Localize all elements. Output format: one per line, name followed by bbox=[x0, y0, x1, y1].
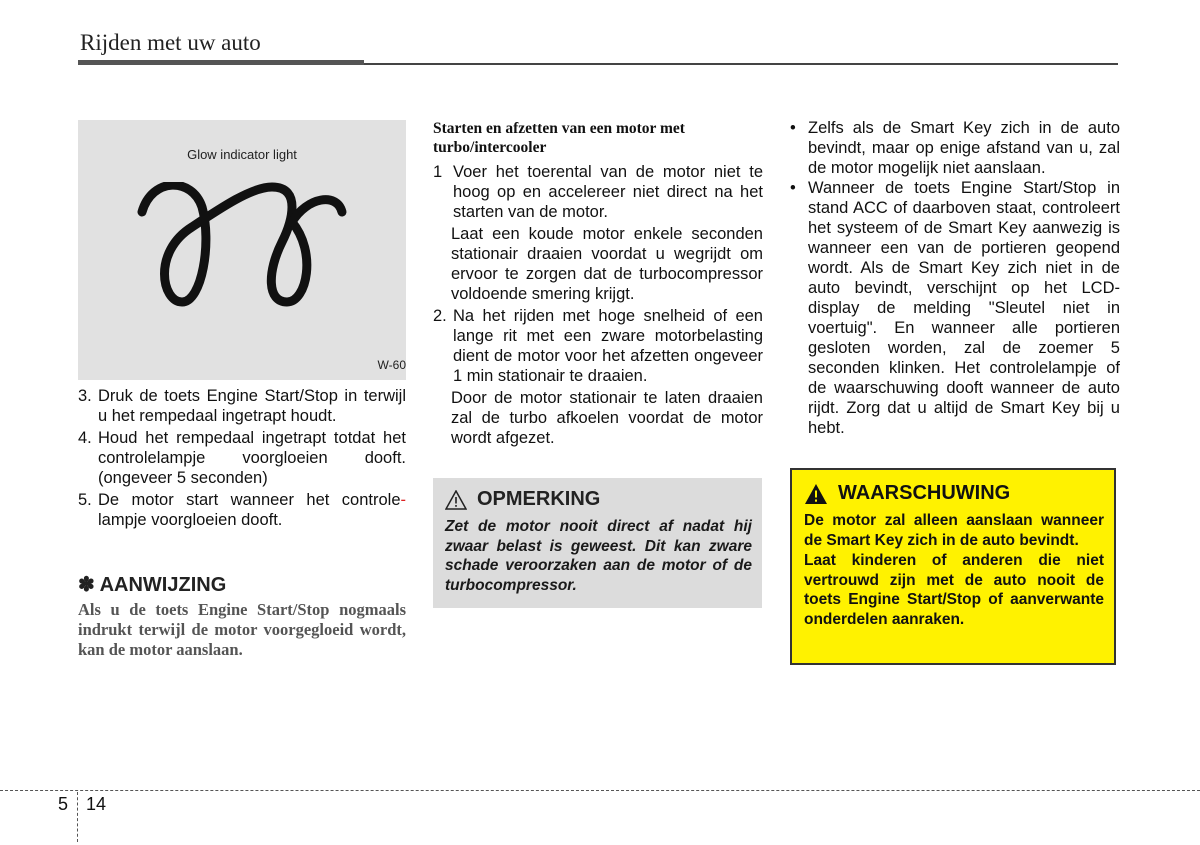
step-text: De motor start wanneer het controle bbox=[98, 491, 401, 509]
page-number: 14 bbox=[86, 794, 107, 814]
step-number: 4. bbox=[78, 429, 92, 447]
warning-body bbox=[804, 511, 1104, 629]
figure-caption: Glow indicator light bbox=[187, 147, 297, 162]
step-text: Voer het toerental van de motor niet te hoog op en accelereer niet direct na het starten van de motor. bbox=[453, 163, 763, 221]
figure-code: W-60 bbox=[377, 358, 406, 372]
footer-divider bbox=[0, 790, 1200, 791]
step-text: Druk de toets Engine Start/Stop in terwijl u het rempedaal ingetrapt houdt. bbox=[98, 387, 406, 425]
start-steps-list bbox=[78, 386, 406, 532]
warning-box bbox=[790, 468, 1116, 665]
bullet-text: Wanneer de toets Engine Start/Stop in stand ACC of daarboven staat, controleert het systeem of de Smart Key aanwezig is wanneer een van de portieren geopend wordt. Als de Smart Key zich niet in de auto bevindt, verschijnt op het LCD-display de melding "Sleutel niet in voertuig". En wanneer alle portieren gesloten worden, zal de zoemer 5 seconden klinken. Het controlelampje of de waarschuwing dooft wanneer de auto rijdt. Zorg dat u altijd de Smart Key bij u hebt. bbox=[808, 179, 1120, 437]
caution-heading bbox=[445, 488, 752, 511]
caution-box bbox=[433, 478, 762, 608]
note-star-icon: ✽ bbox=[78, 574, 95, 596]
step-subparagraph: Laat een koude motor enkele seconden stationair draaien voordat u wegrijdt om ervoor te zorgen dat de turbocompressor voldoende smering krijgt. bbox=[451, 225, 763, 303]
list-item bbox=[78, 490, 406, 530]
page-header-title: Rijden met uw auto bbox=[80, 30, 261, 55]
note-body: Als u de toets Engine Start/Stop nogmaals indrukt terwijl de motor voorgegloeid wordt, kan de motor aanslaan. bbox=[78, 600, 406, 659]
list-item bbox=[790, 178, 1120, 438]
turbo-steps-list bbox=[433, 162, 763, 450]
warning-triangle-icon bbox=[804, 483, 828, 505]
step-number: 2. bbox=[433, 307, 447, 325]
list-item bbox=[78, 428, 406, 488]
glow-plug-coil-icon bbox=[132, 182, 352, 352]
footer-vertical-divider bbox=[77, 792, 78, 842]
caution-title: OPMERKING bbox=[477, 488, 601, 510]
chapter-number: 5 bbox=[58, 794, 69, 814]
step-number: 1 bbox=[433, 163, 443, 181]
warning-paragraph: De motor zal alleen aanslaan wanneer de Smart Key zich in de auto bevindt. bbox=[804, 512, 1104, 549]
warning-paragraph: Laat kinderen of anderen die niet vertrouwd zijn met de auto nooit de toets Engine Start/Stop of aanverwante onderdelen aanraken. bbox=[804, 552, 1104, 628]
turbo-section-heading: Starten en afzetten van een motor met turbo/intercooler bbox=[433, 120, 685, 156]
bullet-dot-icon: • bbox=[790, 119, 796, 137]
list-item bbox=[433, 306, 763, 386]
note-title: AANWIJZING bbox=[99, 574, 227, 596]
list-item bbox=[790, 118, 1120, 178]
step-text-continued: lampje voorgloeien dooft. bbox=[98, 511, 283, 529]
note-heading bbox=[78, 572, 226, 597]
warning-title: WAARSCHUWING bbox=[838, 482, 1011, 504]
warning-triangle-icon bbox=[445, 490, 467, 510]
list-item bbox=[433, 162, 763, 222]
list-item bbox=[78, 386, 406, 426]
bullet-text: Zelfs als de Smart Key zich in de auto bevindt, maar op enige afstand van u, zal de motor mogelijk niet aanslaan. bbox=[808, 119, 1120, 177]
warning-heading bbox=[804, 482, 1104, 505]
step-text: Houd het rempedaal ingetrapt totdat het controlelampje voorgloeien dooft. (ongeveer 5 seconden) bbox=[98, 429, 406, 487]
step-number: 5. bbox=[78, 491, 92, 509]
header-rule-thick bbox=[78, 60, 364, 65]
caution-body: Zet de motor nooit direct af nadat hij zwaar belast is geweest. Dit kan zware schade veroorzaken aan de motor of de turbocompressor. bbox=[445, 518, 752, 594]
hyphen-mark: - bbox=[400, 491, 406, 509]
step-text: Na het rijden met hoge snelheid of een lange rit met een zware motorbelasting dient de motor voor het afzetten ongeveer 1 min stationair te draaien. bbox=[453, 307, 763, 385]
smart-key-bullets bbox=[790, 118, 1120, 438]
glow-indicator-figure bbox=[78, 120, 406, 380]
bullet-dot-icon: • bbox=[790, 179, 796, 197]
step-subparagraph: Door de motor stationair te laten draaien zal de turbo afkoelen voordat de motor wordt afgezet. bbox=[451, 389, 763, 447]
header-rule-thin bbox=[364, 63, 1118, 65]
step-number: 3. bbox=[78, 387, 92, 405]
